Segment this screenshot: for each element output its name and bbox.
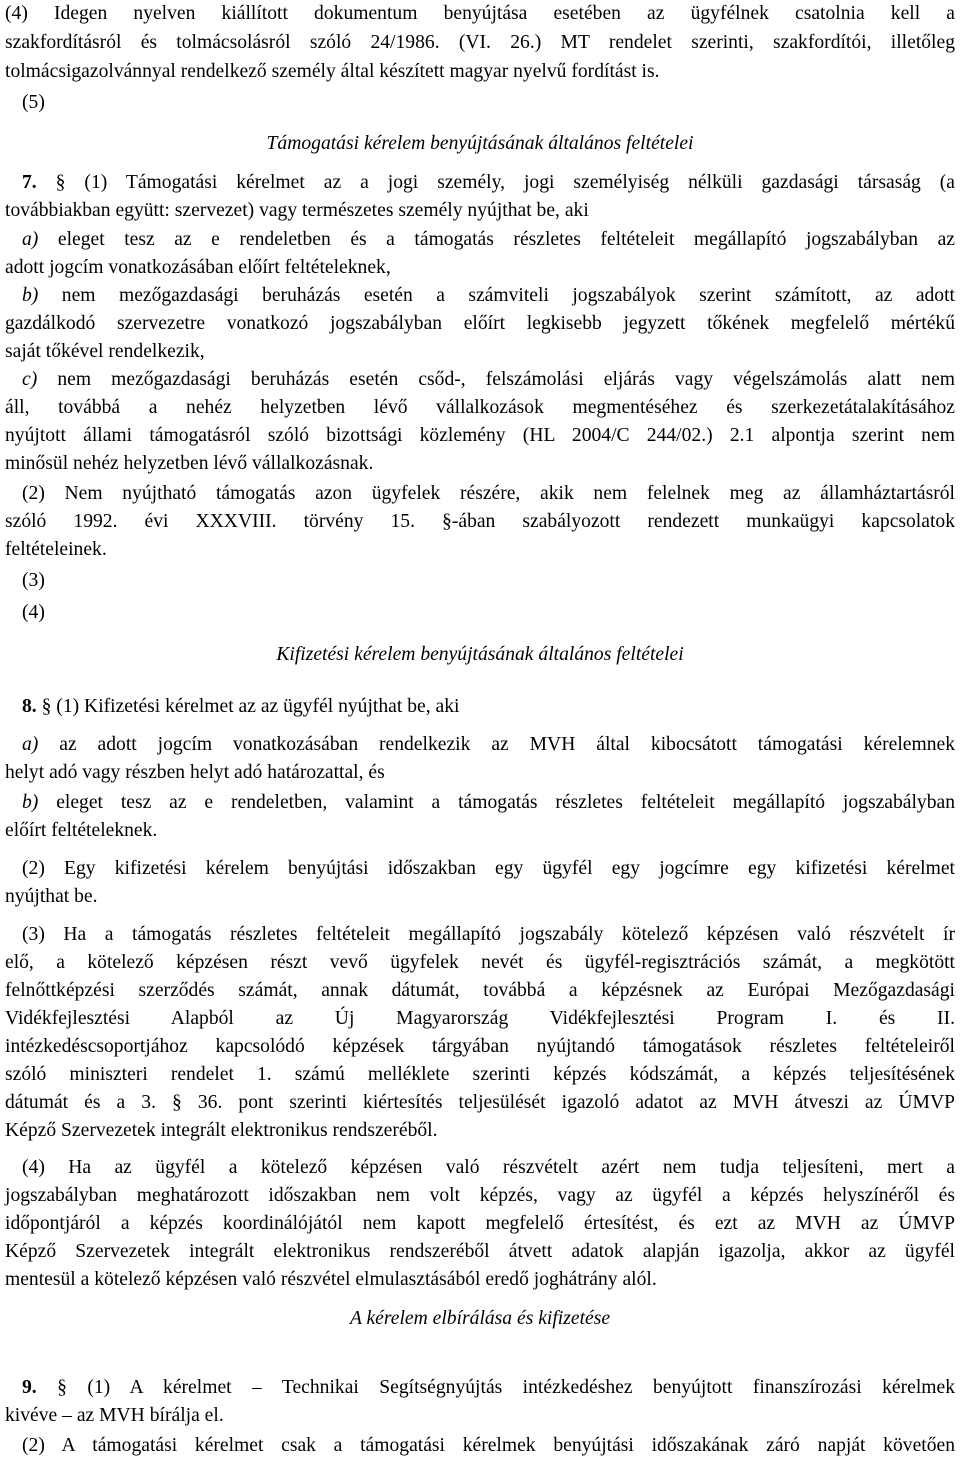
text-line: mentesül a kötelező képzésen való részvétel elmulasztásából eredő joghátrány alól.	[5, 1269, 657, 1290]
text-line: Vidékfejlesztési Alapból az Új Magyarország Vidékfejlesztési Program I. és II.	[5, 1008, 955, 1029]
text-line: szóló miniszteri rendelet 1. számú melléklete szerinti képzés kódszámát, a képzés teljesítésének	[5, 1064, 955, 1085]
paragraph-label: (3)	[22, 570, 45, 591]
text-span: eleget tesz az e rendeletben és a támogatás részletes feltételeit megállapító jogszabályban az	[57, 229, 955, 250]
text-line: jogszabályban meghatározott időszakban nem volt képzés, vagy az ügyfél a képzés helyszínéről és	[5, 1185, 955, 1206]
text-span: nem mezőgazdasági beruházás esetén a számviteli jogszabályok szerint számított, az adott	[61, 285, 955, 306]
section-heading: Támogatási kérelem benyújtásának általános feltételei	[266, 133, 694, 154]
item-a-line	[22, 227, 955, 253]
text-line: (2) A támogatási kérelmet csak a támogatási kérelmek benyújtási időszakának záró napját követően	[22, 1435, 955, 1456]
text-span: nem mezőgazdasági beruházás esetén csőd-, felszámolási eljárás vagy végelszámolás alatt nem	[57, 369, 956, 390]
item-label: c)	[22, 369, 38, 390]
text-line: gazdálkodó szervezetre vonatkozó jogszabályban előírt legkisebb jegyzett tőkének megfelelő mértékű	[5, 313, 955, 334]
text-line: szakfordításról és tolmácsolásról szóló 24/1986. (VI. 26.) MT rendelet szerinti, szakfordítói, illetőleg	[5, 32, 955, 53]
text-span: az adott jogcím vonatkozásában rendelkezik az MVH által kibocsátott támogatási kérelemnek	[59, 734, 955, 755]
paragraph-label: (4)	[22, 602, 45, 623]
text-line: nyújthat be.	[5, 886, 98, 907]
text-line: elő, a kötelező képzésen részt vevő ügyfelek nevét és ügyfél-regisztrációs számát, a megkötött	[5, 952, 955, 973]
section-number: 9.	[22, 1377, 37, 1398]
text-line: szóló 1992. évi XXXVIII. törvény 15. §-ában szabályozott rendezett munkaügyi kapcsolatok	[5, 511, 955, 532]
item-a-line	[22, 732, 955, 758]
text-line: (2) Nem nyújtható támogatás azon ügyfelek részére, akik nem felelnek meg az államháztartásról	[22, 483, 955, 504]
text-line: áll, továbbá a nehéz helyzetben lévő vállalkozások megmentéséhez és szerkezetátalakításához	[5, 397, 955, 418]
item-label: a)	[22, 229, 39, 250]
item-c-line	[22, 367, 955, 393]
item-label: b)	[22, 285, 39, 306]
text-line: Képző Szervezetek integrált elektronikus rendszeréből átvett adatok alapján igazolja, akkor az ügyfél	[5, 1241, 955, 1262]
text-span: § (1) A kérelmet – Technikai Segítségnyújtás intézkedéshez benyújtott finanszírozási kérelmek	[57, 1377, 955, 1398]
text-line: (3) Ha a támogatás részletes feltételeit megállapító jogszabály kötelező képzésen való részvételt ír	[22, 924, 955, 945]
text-line: nyújtott állami támogatásról szóló bizottsági közlemény (HL 2004/C 244/02.) 2.1 alpontja szerint nem	[5, 425, 955, 446]
text-line: előírt feltételeknek.	[5, 820, 158, 841]
text-line: (4) Idegen nyelven kiállított dokumentum benyújtása esetében az ügyfélnek csatolnia kell a	[5, 3, 955, 24]
text-line: helyt adó vagy részben helyt adó határozattal, és	[5, 762, 385, 783]
text-line: (4) Ha az ügyfél a kötelező képzésen való részvételt azért nem tudja teljesíteni, mert a	[22, 1157, 955, 1178]
text-span: § (1) Kifizetési kérelmet az az ügyfél nyújthat be, aki	[41, 696, 460, 717]
section-number: 7.	[22, 172, 37, 193]
text-line: feltételeinek.	[5, 539, 107, 560]
text-span: eleget tesz az e rendeletben, valamint a támogatás részletes feltételeit megállapító jogszabályban	[56, 792, 956, 813]
text-line: saját tőkével rendelkezik,	[5, 341, 205, 362]
text-line: továbbiakban együtt: szervezet) vagy természetes személy nyújthat be, aki	[5, 200, 589, 221]
item-label: b)	[22, 792, 39, 813]
item-b-line	[22, 283, 955, 309]
section-8-first-line	[22, 694, 955, 720]
text-line: felnőttképzési szerződés számát, annak dátumát, továbbá a képzésnek az Európai Mezőgazdasági	[5, 980, 955, 1001]
text-line: intézkedéscsoportjához kapcsolódó képzések tárgyában nyújtandó támogatások részletes feltételeiről	[5, 1036, 955, 1057]
text-line: minősül nehéz helyzetben lévő vállalkozásnak.	[5, 453, 374, 474]
item-b-line	[22, 790, 955, 816]
section-heading: Kifizetési kérelem benyújtásának általános feltételei	[276, 644, 684, 665]
text-line: kivéve – az MVH bírálja el.	[5, 1405, 224, 1426]
text-line: időpontjáról a képzés koordinálójától nem kapott megfelelő értesítést, és ezt az MVH az ÚMVP	[5, 1213, 955, 1234]
text-line: adott jogcím vonatkozásában előírt feltételeknek,	[5, 257, 391, 278]
section-9-first-line	[22, 1375, 955, 1401]
paragraph-label: (5)	[22, 92, 45, 113]
section-heading: A kérelem elbírálása és kifizetése	[349, 1308, 611, 1329]
text-line: Képző Szervezetek integrált elektronikus rendszeréből.	[5, 1120, 438, 1141]
text-span: § (1) Támogatási kérelmet az a jogi személy, jogi személyiség nélküli gazdasági társaság (a	[55, 172, 955, 193]
text-line: dátumát és a 3. § 36. pont szerinti kiértesítés teljesülését igazoló adatot az MVH átveszi az ÚMVP	[5, 1092, 955, 1113]
section-7-first-line	[22, 170, 955, 196]
text-line: tolmácsigazolvánnyal rendelkező személy által készített magyar nyelvű fordítást is.	[5, 61, 660, 82]
section-number: 8.	[22, 696, 37, 717]
text-line: (2) Egy kifizetési kérelem benyújtási időszakban egy ügyfél egy jogcímre egy kifizetési kérelmet	[22, 858, 955, 879]
item-label: a)	[22, 734, 39, 755]
